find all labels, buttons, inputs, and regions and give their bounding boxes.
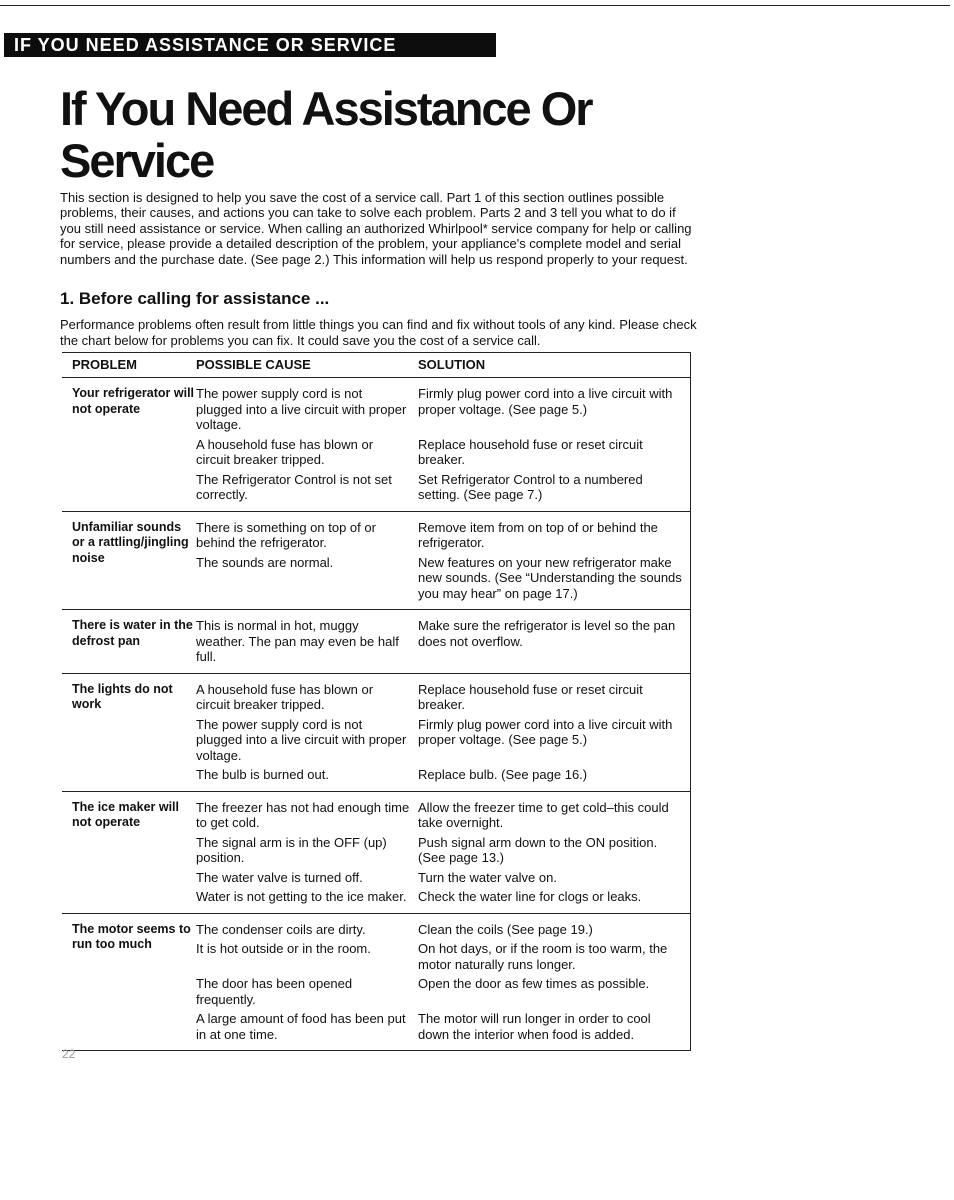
solution-cell: Replace bulb. (See page 16.) — [418, 767, 588, 782]
cause-cell: The water valve is turned off. — [196, 869, 363, 885]
cause-cell: The power supply cord is not plugged into a live circuit with proper voltage. — [196, 386, 407, 432]
solution-cell: Turn the water valve on. — [418, 869, 557, 885]
cause-solution-group — [196, 922, 690, 1043]
cause-solution-pair — [196, 976, 690, 1007]
cause-solution-pair — [196, 922, 690, 938]
section-heading: 1. Before calling for assistance ... — [60, 289, 330, 308]
problem-cell: The ice maker will not operate — [72, 799, 179, 829]
solution-cell: Make sure the refrigerator is level so the pan does not overflow. — [418, 618, 676, 649]
cause-solution-pair — [196, 520, 690, 551]
intro-paragraph: This section is designed to help you save the cost of a service call. Part 1 of this section outlines possible problems, their causes, and actions you can take to solve each problem. Parts 2 and 3 tell you what to do if you still need assistance or service. When calling an authorized Whirlpool* service company for help or calling for service, please provide a detailed description of the problem, your appliance's complete model and serial numbers and the purchase date. (See page 2.) This information will help us respond properly to your request. — [60, 190, 692, 267]
solution-cell: Check the water line for clogs or leaks. — [418, 889, 642, 904]
cause-solution-pair — [196, 800, 690, 831]
cause-cell: The signal arm is in the OFF (up) position. — [196, 834, 387, 865]
solution-cell: Firmly plug power cord into a live circuit with proper voltage. (See page 5.) — [418, 386, 673, 417]
cause-solution-pair — [196, 941, 690, 972]
cause-cell: The bulb is burned out. — [196, 767, 329, 782]
cause-solution-pair — [196, 555, 690, 602]
cause-solution-pair — [196, 472, 690, 503]
cause-cell: A large amount of food has been put in at one time. — [196, 1011, 406, 1042]
header-cause: POSSIBLE CAUSE — [196, 357, 311, 373]
table-row — [62, 674, 690, 792]
cause-solution-pair — [196, 889, 690, 905]
cause-solution-group — [196, 618, 690, 665]
cause-cell: There is something on top of or behind the refrigerator. — [196, 519, 376, 550]
cause-solution-pair — [196, 870, 690, 886]
header-problem: PROBLEM — [72, 357, 137, 373]
cause-solution-pair — [196, 386, 690, 433]
problem-cell: Your refrigerator will not operate — [72, 386, 195, 416]
table-row — [62, 792, 690, 914]
solution-cell: Firmly plug power cord into a live circuit with proper voltage. (See page 5.) — [418, 716, 673, 747]
cause-cell: The door has been opened frequently. — [196, 976, 353, 1007]
solution-cell: Push signal arm down to the ON position. (See page 13.) — [418, 834, 658, 865]
problem-cell: There is water in the defrost pan — [72, 618, 193, 648]
cause-cell: Water is not getting to the ice maker. — [196, 889, 407, 904]
cause-cell: The condenser coils are dirty. — [196, 921, 366, 937]
cause-solution-pair — [196, 835, 690, 866]
table-body — [62, 378, 690, 1051]
cause-cell: The sounds are normal. — [196, 554, 334, 570]
solution-cell: Set Refrigerator Control to a numbered setting. (See page 7.) — [418, 471, 643, 502]
solution-cell: Replace household fuse or reset circuit breaker. — [418, 436, 643, 467]
cause-solution-pair — [196, 717, 690, 764]
cause-solution-group — [196, 386, 690, 503]
problem-cell: Unfamiliar sounds or a rattling/jingling noise — [72, 519, 189, 565]
cause-cell: The freezer has not had enough time to get cold. — [196, 799, 410, 830]
solution-cell: Allow the freezer time to get cold–this could take overnight. — [418, 799, 669, 830]
cause-solution-pair — [196, 767, 690, 783]
cause-solution-pair — [196, 1011, 690, 1042]
solution-cell: New features on your new refrigerator make new sounds. (See “Understanding the sounds you may hear” on page 17.) — [418, 554, 682, 601]
table-row — [62, 914, 690, 1052]
solution-cell: Open the door as few times as possible. — [418, 976, 650, 991]
page-number: 22 — [62, 1047, 76, 1061]
cause-cell: It is hot outside or in the room. — [196, 941, 371, 956]
section-banner: IF YOU NEED ASSISTANCE OR SERVICE — [4, 33, 496, 57]
cause-solution-group — [196, 800, 690, 905]
table-row — [62, 610, 690, 674]
cause-solution-group — [196, 682, 690, 783]
table-row — [62, 512, 690, 611]
cause-cell: A household fuse has blown or circuit breaker tripped. — [196, 436, 374, 467]
table-row — [62, 378, 690, 512]
section-intro: Performance problems often result from little things you can find and fix without tools of any kind. Please check the chart below for problems you can fix. It could save you the cost of a service call. — [60, 317, 697, 348]
solution-cell: The motor will run longer in order to cool down the interior when food is added. — [418, 1011, 651, 1042]
cause-solution-group — [196, 520, 690, 602]
solution-cell: On hot days, or if the room is too warm, the motor naturally runs longer. — [418, 941, 668, 972]
cause-solution-pair — [196, 682, 690, 713]
solution-cell: Clean the coils (See page 19.) — [418, 921, 593, 937]
header-solution: SOLUTION — [418, 357, 486, 373]
cause-solution-pair — [196, 618, 690, 665]
cause-cell: A household fuse has blown or circuit breaker tripped. — [196, 681, 374, 712]
cause-solution-pair — [196, 437, 690, 468]
page-title: If You Need Assistance Or Service — [60, 82, 592, 187]
solution-cell: Replace household fuse or reset circuit breaker. — [418, 681, 643, 712]
cause-cell: The Refrigerator Control is not set correctly. — [196, 471, 392, 502]
cause-cell: The power supply cord is not plugged into a live circuit with proper voltage. — [196, 716, 407, 763]
table-header — [62, 353, 690, 378]
problem-cell: The lights do not work — [72, 681, 173, 711]
problem-cell: The motor seems to run too much — [72, 921, 191, 951]
cause-cell: This is normal in hot, muggy weather. The pan may even be half full. — [196, 618, 399, 664]
solution-cell: Remove item from on top of or behind the refrigerator. — [418, 519, 658, 550]
troubleshooting-table — [62, 352, 691, 1051]
top-rule — [0, 5, 950, 6]
